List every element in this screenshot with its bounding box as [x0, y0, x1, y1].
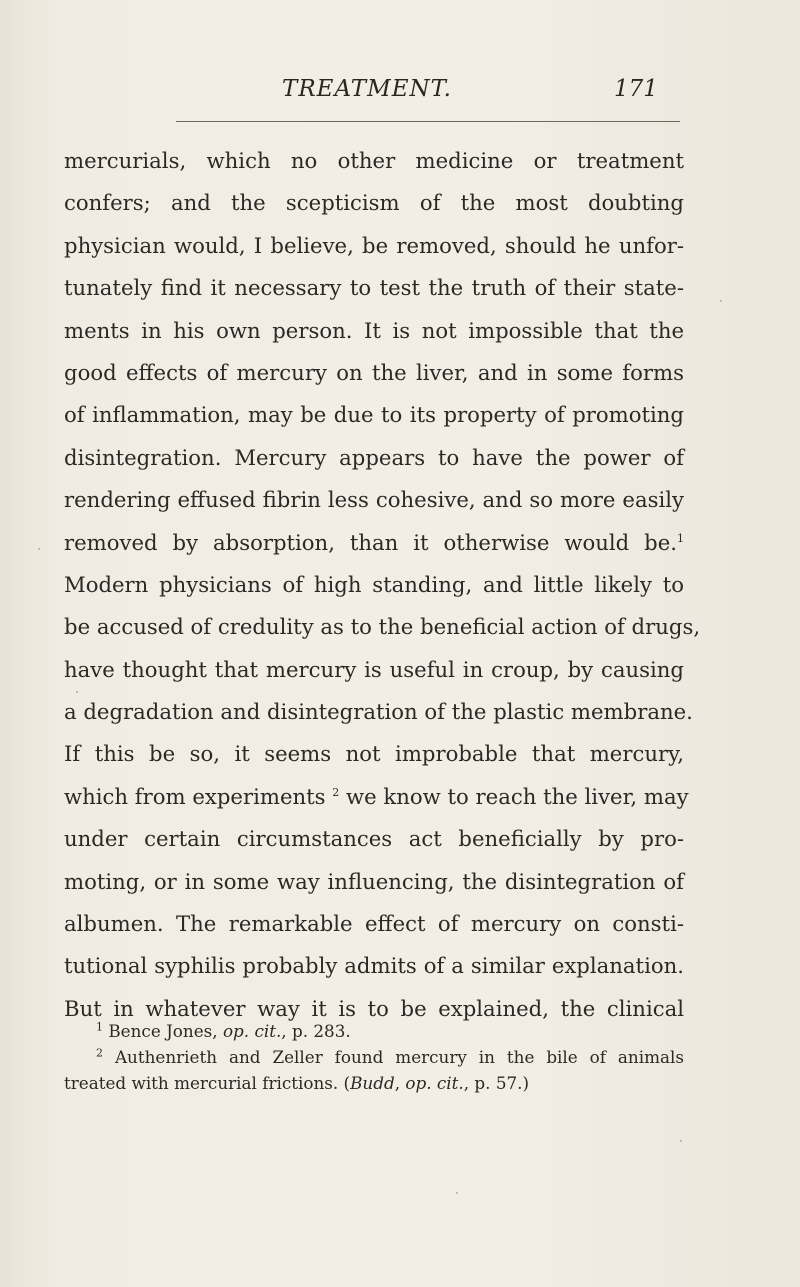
text-line: tutional syphilis probably admits of a similar explanation.: [64, 953, 684, 979]
text-line: Modern physicians of high standing, and little likely to: [64, 571, 684, 597]
text-line: physician would, I believe, be removed, should he unfor-: [64, 232, 684, 258]
paper-speck: [720, 300, 722, 302]
text-line: But in whatever way it is to be explained, the clinical: [64, 995, 684, 1021]
paper-speck: [680, 1140, 682, 1142]
text-line: of inflammation, may be due to its property of promoting: [64, 402, 684, 428]
text-line: be accused of credulity as to the beneficial action of drugs,: [64, 614, 701, 640]
footnote-ref-1: 1: [677, 531, 684, 545]
line-text: removed by absorption, than it otherwise would be.: [64, 529, 677, 555]
footnote-2-line-1: $^2$ Authenrieth and Zeller found mercury in the bile of animals: [96, 1046, 684, 1067]
footnote-2-line-2: treated with mercurial frictions. (Budd, op. cit., p. 57.): [64, 1073, 530, 1093]
header-rule: [176, 121, 680, 122]
paper-speck: [456, 1192, 458, 1194]
text-line: rendering effused fibrin less cohesive, and so more easily: [64, 487, 684, 513]
footnotes: [64, 1018, 684, 1096]
running-title: TREATMENT.: [282, 76, 452, 102]
text-line: tunately find it necessary to test the truth of their state-: [64, 275, 684, 301]
text-line: have thought that mercury is useful in croup, by causing: [64, 656, 684, 682]
text-line: confers; and the scepticism of the most doubting: [64, 190, 684, 216]
text-line: under certain circumstances act beneficially by pro-: [64, 826, 684, 852]
text-line: If this be so, it seems not improbable that mercury,: [64, 741, 684, 767]
page-header: [0, 76, 800, 108]
body-text: [64, 140, 701, 1030]
text-line: a degradation and disintegration of the plastic membrane.: [64, 699, 693, 725]
line-text: which from experiments: [64, 783, 326, 809]
paper-speck: [76, 691, 78, 693]
text-line: mercurials, which no other medicine or treatment: [64, 148, 684, 173]
footnote-mark: 1: [96, 1020, 103, 1034]
line-text: we know to reach the liver, may: [346, 783, 689, 809]
page-number: 171: [614, 76, 658, 102]
text-line-with-footnote: [64, 522, 684, 564]
text-line: moting, or in some way influencing, the disintegration of: [64, 868, 684, 894]
footnote-mark: 2: [96, 1046, 103, 1060]
text-line-with-footnote: [64, 776, 689, 818]
text-line: albumen. The remarkable effect of mercury on consti-: [64, 911, 684, 937]
text-line: disintegration. Mercury appears to have the power of: [64, 444, 684, 470]
footnote-ref-2: 2: [332, 785, 340, 799]
text-line: ments in his own person. It is not impossible that the: [64, 317, 684, 343]
paper-speck: [38, 548, 40, 550]
text-line: good effects of mercury on the liver, and in some forms: [64, 359, 684, 385]
footnote-1: $^1$ Bence Jones, op. cit., p. 283.: [96, 1020, 351, 1041]
